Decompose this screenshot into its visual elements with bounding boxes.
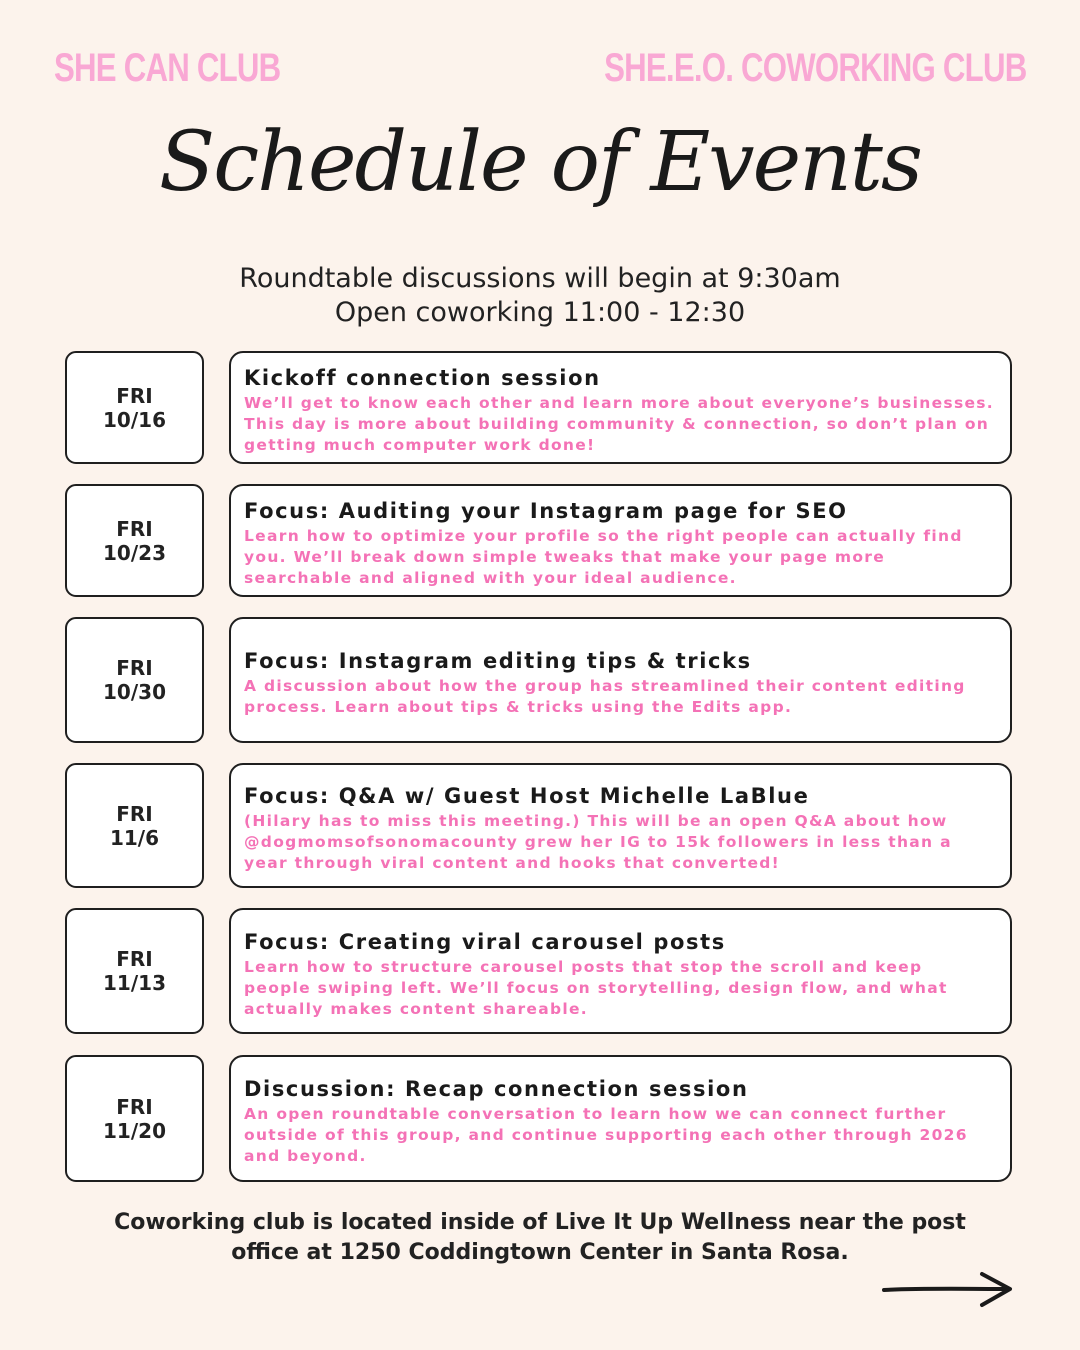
event-card bbox=[229, 908, 1012, 1034]
event-card bbox=[229, 1055, 1012, 1182]
event-title: Focus: Auditing your Instagram page for SEO bbox=[244, 499, 848, 523]
event-title: Focus: Instagram editing tips & tricks bbox=[244, 649, 752, 673]
event-date: 10/16 bbox=[103, 407, 166, 432]
event-description: Learn how to structure carousel posts that stop the scroll and keep people swiping left. We’ll focus on storytelling, design flow, and what actually makes content shareable. bbox=[244, 957, 948, 1018]
event-title: Discussion: Recap connection session bbox=[244, 1077, 749, 1101]
event-description: We’ll get to know each other and learn more about everyone’s businesses. This day is more about building community & connection, so don’t plan on getting much computer work done! bbox=[244, 394, 994, 454]
event-date-box bbox=[65, 351, 204, 464]
event-date: 10/23 bbox=[103, 540, 166, 565]
event-day: FRI bbox=[116, 383, 153, 408]
event-date-box bbox=[65, 1055, 204, 1182]
event-description: An open roundtable conversation to learn how we can connect further outside of this group, and continue supporting each other through 2026 and beyond. bbox=[244, 1105, 968, 1165]
event-day: FRI bbox=[116, 1094, 153, 1119]
event-description: (Hilary has to miss this meeting.) This will be an open Q&A about how @dogmomsofsonomacounty grew her IG to 15k followers in less than a year through viral content and hooks that converted! bbox=[244, 812, 952, 872]
brand-she-can-club: SHE CAN CLUB bbox=[54, 46, 281, 90]
right-arrow-icon[interactable] bbox=[882, 1270, 1014, 1310]
event-day: FRI bbox=[116, 801, 153, 826]
event-day: FRI bbox=[116, 947, 153, 971]
event-title: Focus: Q&A w/ Guest Host Michelle LaBlue bbox=[244, 784, 810, 808]
event-date-box bbox=[65, 617, 204, 743]
event-description: Learn how to optimize your profile so the right people can actually find you. We’ll break down simple tweaks that make your page more searchable and aligned with your ideal audience. bbox=[244, 527, 963, 587]
event-card bbox=[229, 617, 1012, 743]
event-date-box bbox=[65, 484, 204, 597]
subtitle-coworking-time: Open coworking 11:00 - 12:30 bbox=[334, 297, 746, 328]
event-card bbox=[229, 484, 1012, 597]
event-description: A discussion about how the group has streamlined their content editing process. Learn about tips & tricks using the Edits app. bbox=[244, 677, 966, 716]
event-date-box bbox=[65, 763, 204, 888]
event-date: 11/20 bbox=[103, 1118, 166, 1143]
event-card bbox=[229, 351, 1012, 464]
subtitle-roundtable-time: Roundtable discussions will begin at 9:30am bbox=[239, 263, 841, 294]
event-day: FRI bbox=[116, 516, 153, 541]
event-title: Kickoff connection session bbox=[244, 366, 601, 390]
event-card bbox=[229, 763, 1012, 888]
event-date-box bbox=[65, 908, 204, 1034]
page-title: Schedule of Events bbox=[159, 115, 921, 210]
event-day: FRI bbox=[116, 656, 153, 680]
event-date: 10/30 bbox=[103, 680, 166, 704]
event-date: 11/13 bbox=[103, 971, 166, 995]
event-date: 11/6 bbox=[109, 825, 160, 850]
brand-sheeo-coworking-club: SHE.E.O. COWORKING CLUB bbox=[603, 46, 1026, 90]
event-title: Focus: Creating viral carousel posts bbox=[244, 929, 726, 954]
location-footer: Coworking club is located inside of Live It Up Wellness near the post office at 1250 Coddingtown Center in Santa Rosa. bbox=[114, 1210, 966, 1265]
